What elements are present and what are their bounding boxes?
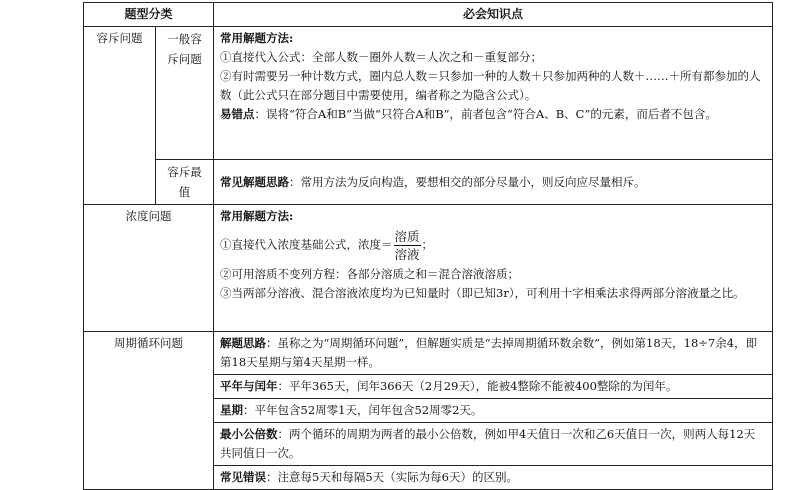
knowledge-line: 易错点：误将“符合A和B”当做“只符合A和B”，前者包含“符合A、B、C”的元素，而后者不包含。: [220, 107, 717, 121]
lcm-title: 最小公倍数: [220, 427, 278, 441]
knowledge-line: ③当两部分溶液、混合溶液浓度均为已知量时（即已知3r），可利用十字相乘法求得两部分溶液量之比。: [220, 286, 745, 300]
knowledge-cell-zhouqi: [214, 332, 773, 490]
common-error-title: 常见错误: [220, 470, 267, 484]
concentration-fraction: [394, 228, 421, 263]
header-knowledge: 必会知识点: [214, 3, 773, 27]
header-row: [84, 3, 773, 27]
table-row-rongchi-extreme: [84, 160, 773, 205]
week-title: 星期: [220, 403, 244, 417]
leap-year-title: 平年与闰年: [220, 379, 278, 393]
knowledge-block: 星期：平年包含52周零1天，闰年包含52周零2天。: [214, 399, 772, 423]
fraction-denominator: 溶液: [394, 247, 420, 262]
knowledge-cell-nongdu: [214, 205, 773, 332]
knowledge-line: ②有时需要另一种计数方式，圈内总人数＝只参加一种的人数＋只参加两种的人数＋……＋所有都参加的人数（此公式只在部分题目中需要使用，编者称之为隐含公式）。: [220, 69, 761, 102]
category-rongchi: 容斥问题: [84, 27, 156, 205]
table-row-nongdu: [84, 205, 773, 332]
knowledge-cell-rongchi-extreme: 常见解题思路：常用方法为反向构造，要想相交的部分尽量小，则反向应尽量相斥。: [214, 160, 773, 205]
knowledge-cell-rongchi-general: [214, 27, 773, 160]
method-title: 常用解题方法:: [220, 209, 294, 223]
table-row-zhouqi: [84, 332, 773, 490]
idea-title: 解题思路: [220, 336, 267, 350]
header-category: 题型分类: [84, 3, 214, 27]
subcategory-extreme: 容斥最值: [156, 160, 214, 205]
subcategory-general: 一般容斥问题: [156, 27, 214, 160]
error-title: 易错点: [220, 107, 255, 121]
idea-title: 常见解题思路: [220, 174, 290, 189]
knowledge-block: 平年与闰年：平年365天，闰年366天（2月29天），能被4整除不能被400整除的为闰年。: [214, 375, 772, 399]
category-zhouqi: 周期循环问题: [84, 332, 214, 490]
knowledge-line: ②可用溶质不变列方程：各部分溶质之和＝混合溶液溶质；: [220, 267, 520, 281]
knowledge-block: 解题思路：虽称之为“周期循环问题”，但解题实质是“去掉周期循环数余数”，例如第18天，18÷7余4，即第18天星期与第4天星期一样。: [214, 332, 772, 375]
table-row-rongchi-general: [84, 27, 773, 160]
knowledge-block: 最小公倍数：两个循环的周期为两者的最小公倍数，例如甲4天值日一次和乙6天值日一次，则两人每12天共同值日一次。: [214, 423, 772, 466]
knowledge-table: [83, 2, 773, 490]
method-title: 常用解题方法:: [220, 31, 294, 45]
knowledge-line: ①直接代入公式：全部人数－圈外人数＝人次之和－重复部分；: [220, 50, 543, 64]
fraction-numerator: 溶质: [394, 229, 420, 244]
formula-line: ①直接代入浓度基础公式，浓度＝ $\frac{\text{溶质}}{\text{溶液}}$ ；: [220, 229, 434, 262]
category-nongdu: 浓度问题: [84, 205, 214, 332]
knowledge-block: 常见错误：注意每5天和每隔5天（实际为每6天）的区别。: [220, 470, 518, 484]
